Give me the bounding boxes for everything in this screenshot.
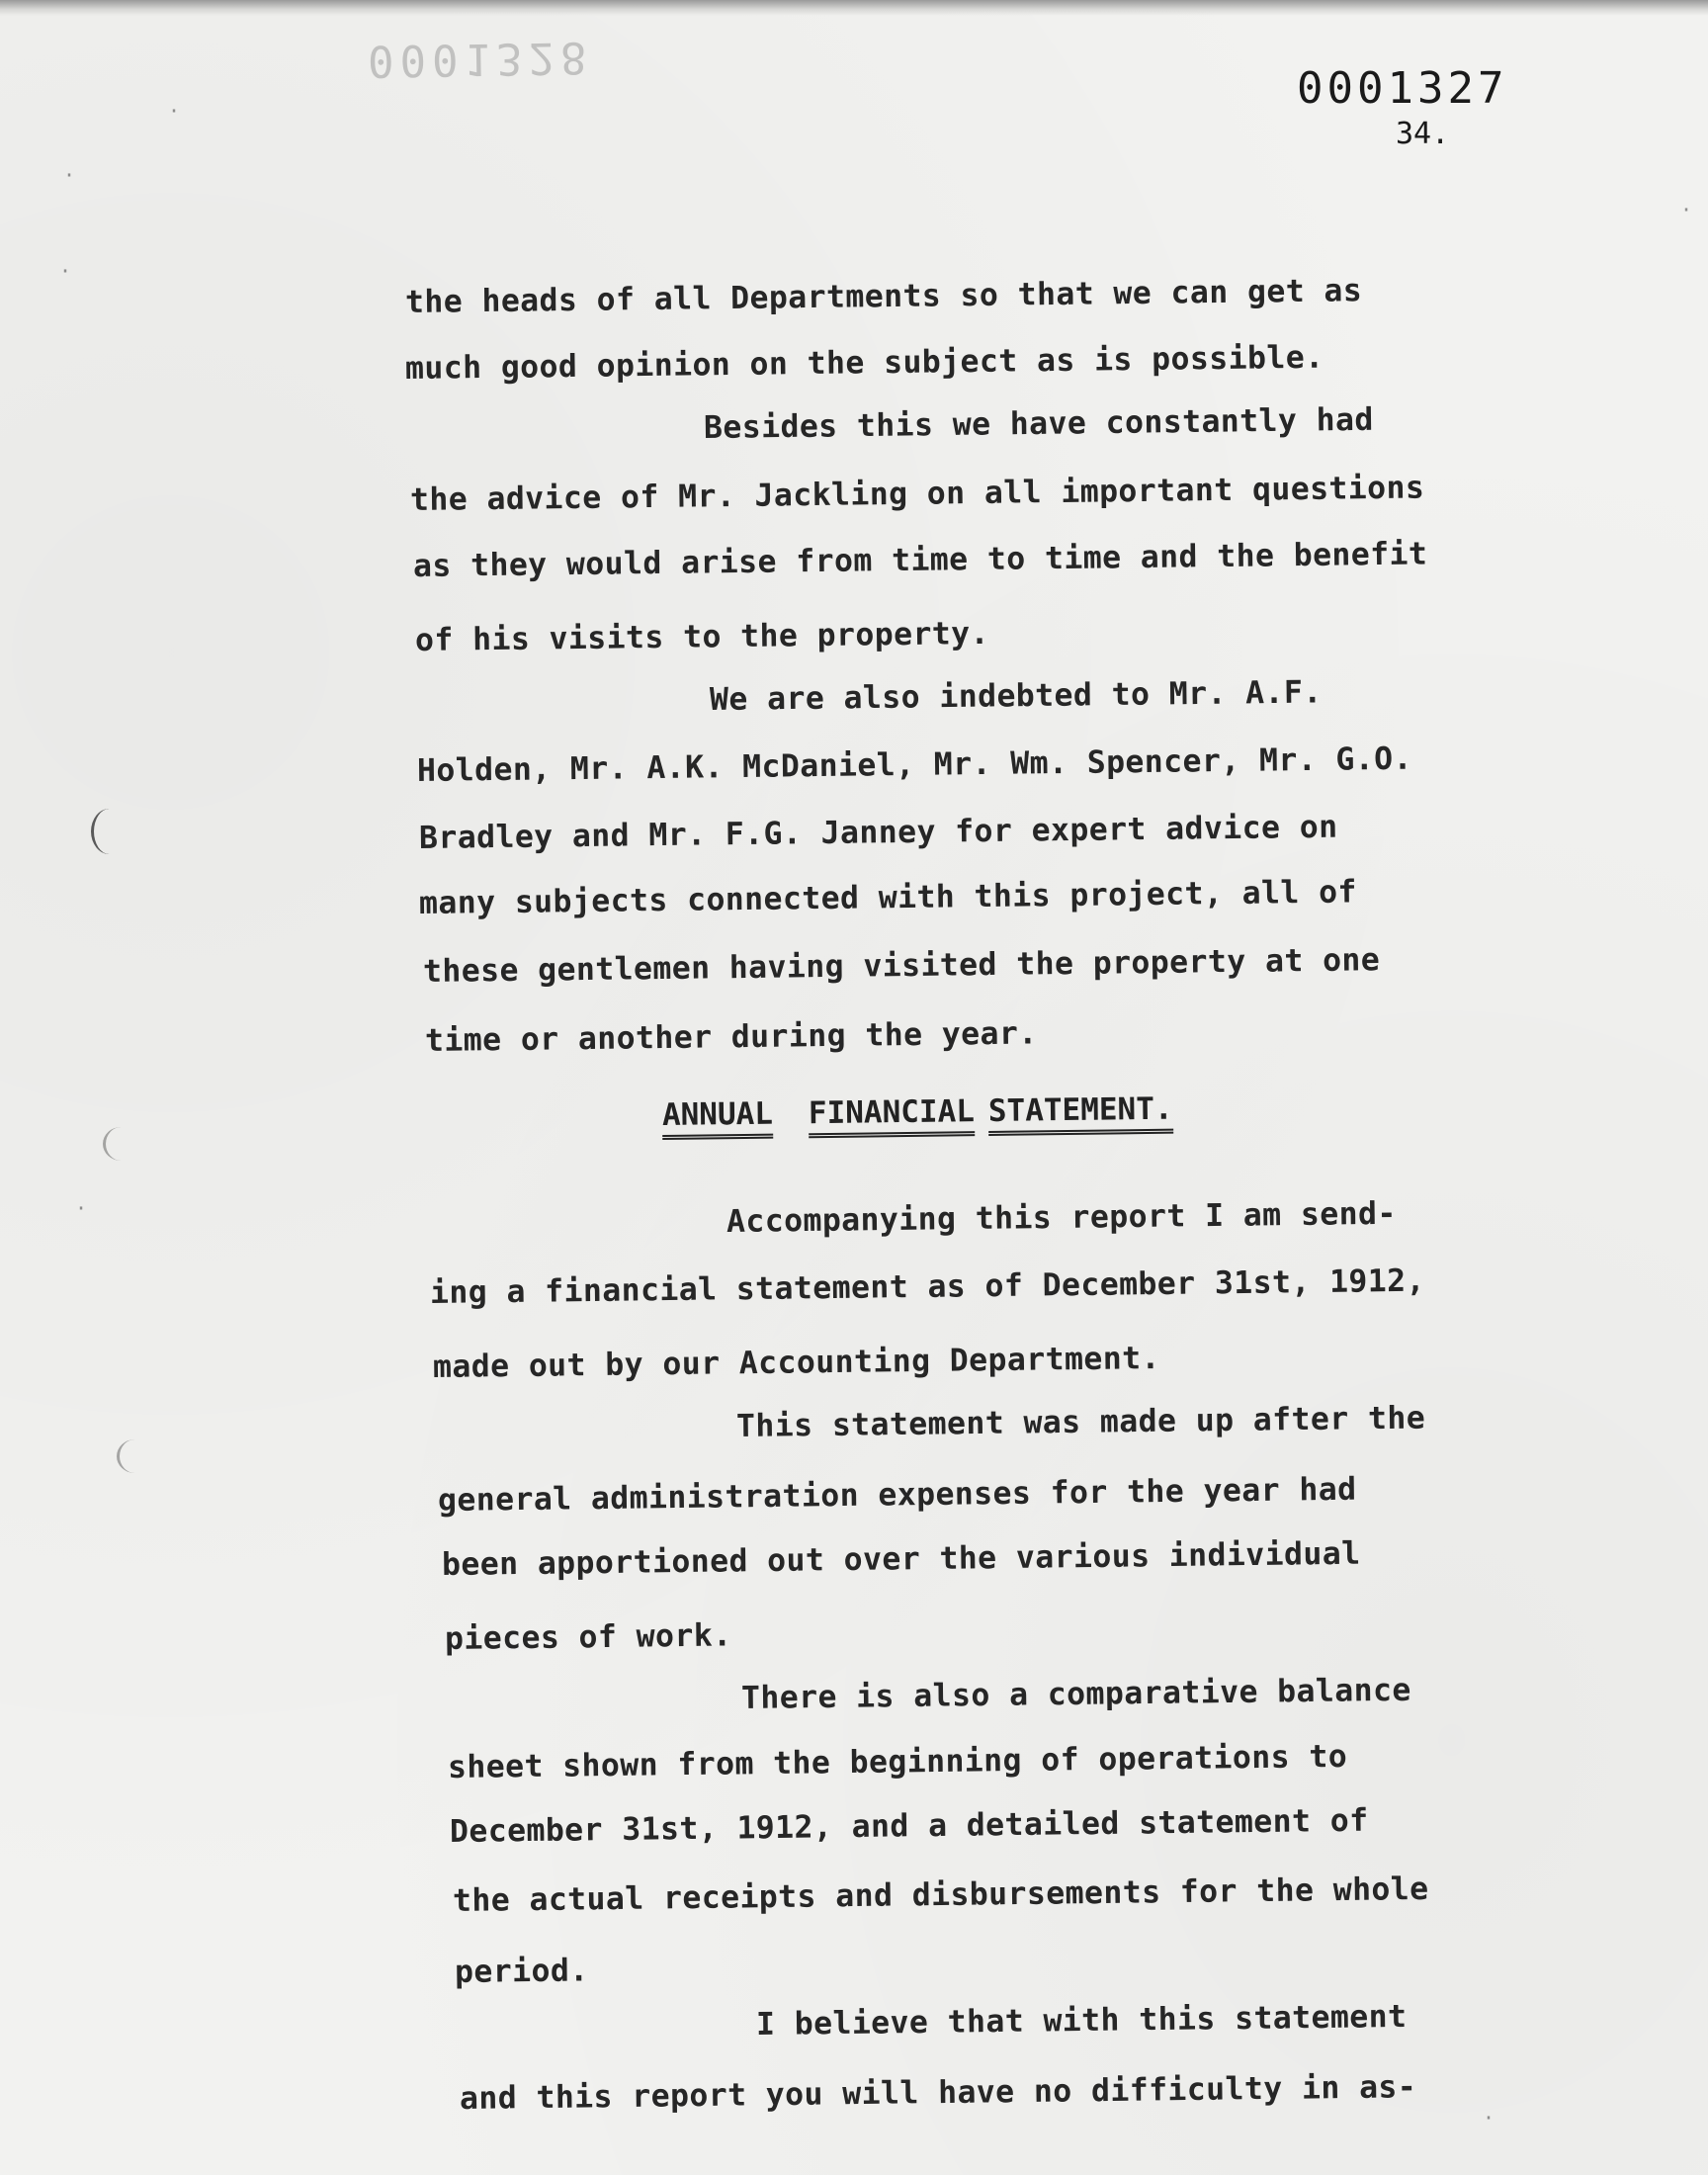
body-line: much good opinion on the subject as is possible. — [404, 339, 1324, 387]
heading-word: STATEMENT. — [988, 1091, 1173, 1136]
scan-speck: · — [1680, 198, 1693, 221]
body-line: sheet shown from the beginning of operations to — [447, 1738, 1348, 1785]
body-line: the actual receipts and disbursements for the whole — [452, 1870, 1429, 1919]
scan-speck: · — [1483, 2106, 1495, 2130]
body-line: pieces of work. — [444, 1617, 732, 1657]
body-line: been apportioned out over the various individual — [441, 1535, 1361, 1583]
body-line: December 31st, 1912, and a detailed statement of — [449, 1802, 1369, 1850]
body-line: time or another during the year. — [424, 1015, 1038, 1059]
punch-hole-mark — [103, 1127, 139, 1161]
scan-speck: · — [59, 259, 72, 283]
scan-top-edge — [0, 0, 1708, 16]
body-line: Besides this we have constantly had — [703, 401, 1374, 446]
body-line: There is also a comparative balance — [740, 1672, 1411, 1716]
section-heading — [662, 1091, 1173, 1140]
body-line: of his visits to the property. — [414, 615, 990, 658]
body-line: I believe that with this statement — [755, 1998, 1408, 2043]
punch-hole-mark — [91, 809, 128, 854]
body-line: as they would arise from time to time and the benefit — [412, 536, 1428, 584]
body-line: general administration expenses for the year had — [437, 1471, 1357, 1519]
body-line: these gentlemen having visited the property at one — [422, 942, 1381, 990]
heading-word: FINANCIAL — [809, 1093, 975, 1138]
body-line: This statement was made up after the — [735, 1400, 1426, 1444]
body-line: Holden, Mr. A.K. McDaniel, Mr. Wm. Spencer, Mr. G.O. — [416, 740, 1413, 789]
scan-speck: · — [63, 163, 76, 187]
scan-speck: · — [168, 99, 181, 123]
body-line: We are also indebted to Mr. A.F. — [709, 674, 1323, 718]
body-line: ing a financial statement as of December 31st, 1912, — [429, 1262, 1426, 1311]
body-line: and this report you will have no difficulty in as- — [459, 2069, 1417, 2117]
scan-speck: · — [75, 1196, 88, 1220]
body-line: many subjects connected with this project, all of — [418, 874, 1358, 921]
punch-hole-mark — [117, 1439, 153, 1473]
body-line: Accompanying this report I am send- — [726, 1195, 1397, 1240]
body-line: made out by our Accounting Department. — [432, 1341, 1161, 1385]
body-line: period. — [454, 1953, 589, 1990]
document-number: 0001327 — [1297, 63, 1508, 114]
bleed-through-number: 0001328 — [367, 32, 593, 86]
heading-word: ANNUAL — [662, 1096, 774, 1140]
body-line: the heads of all Departments so that we can get as — [404, 273, 1363, 320]
page-number: 34. — [1396, 117, 1450, 151]
body-line: the advice of Mr. Jackling on all important questions — [409, 470, 1425, 518]
body-line: Bradley and Mr. F.G. Janney for expert advice on — [418, 809, 1338, 856]
